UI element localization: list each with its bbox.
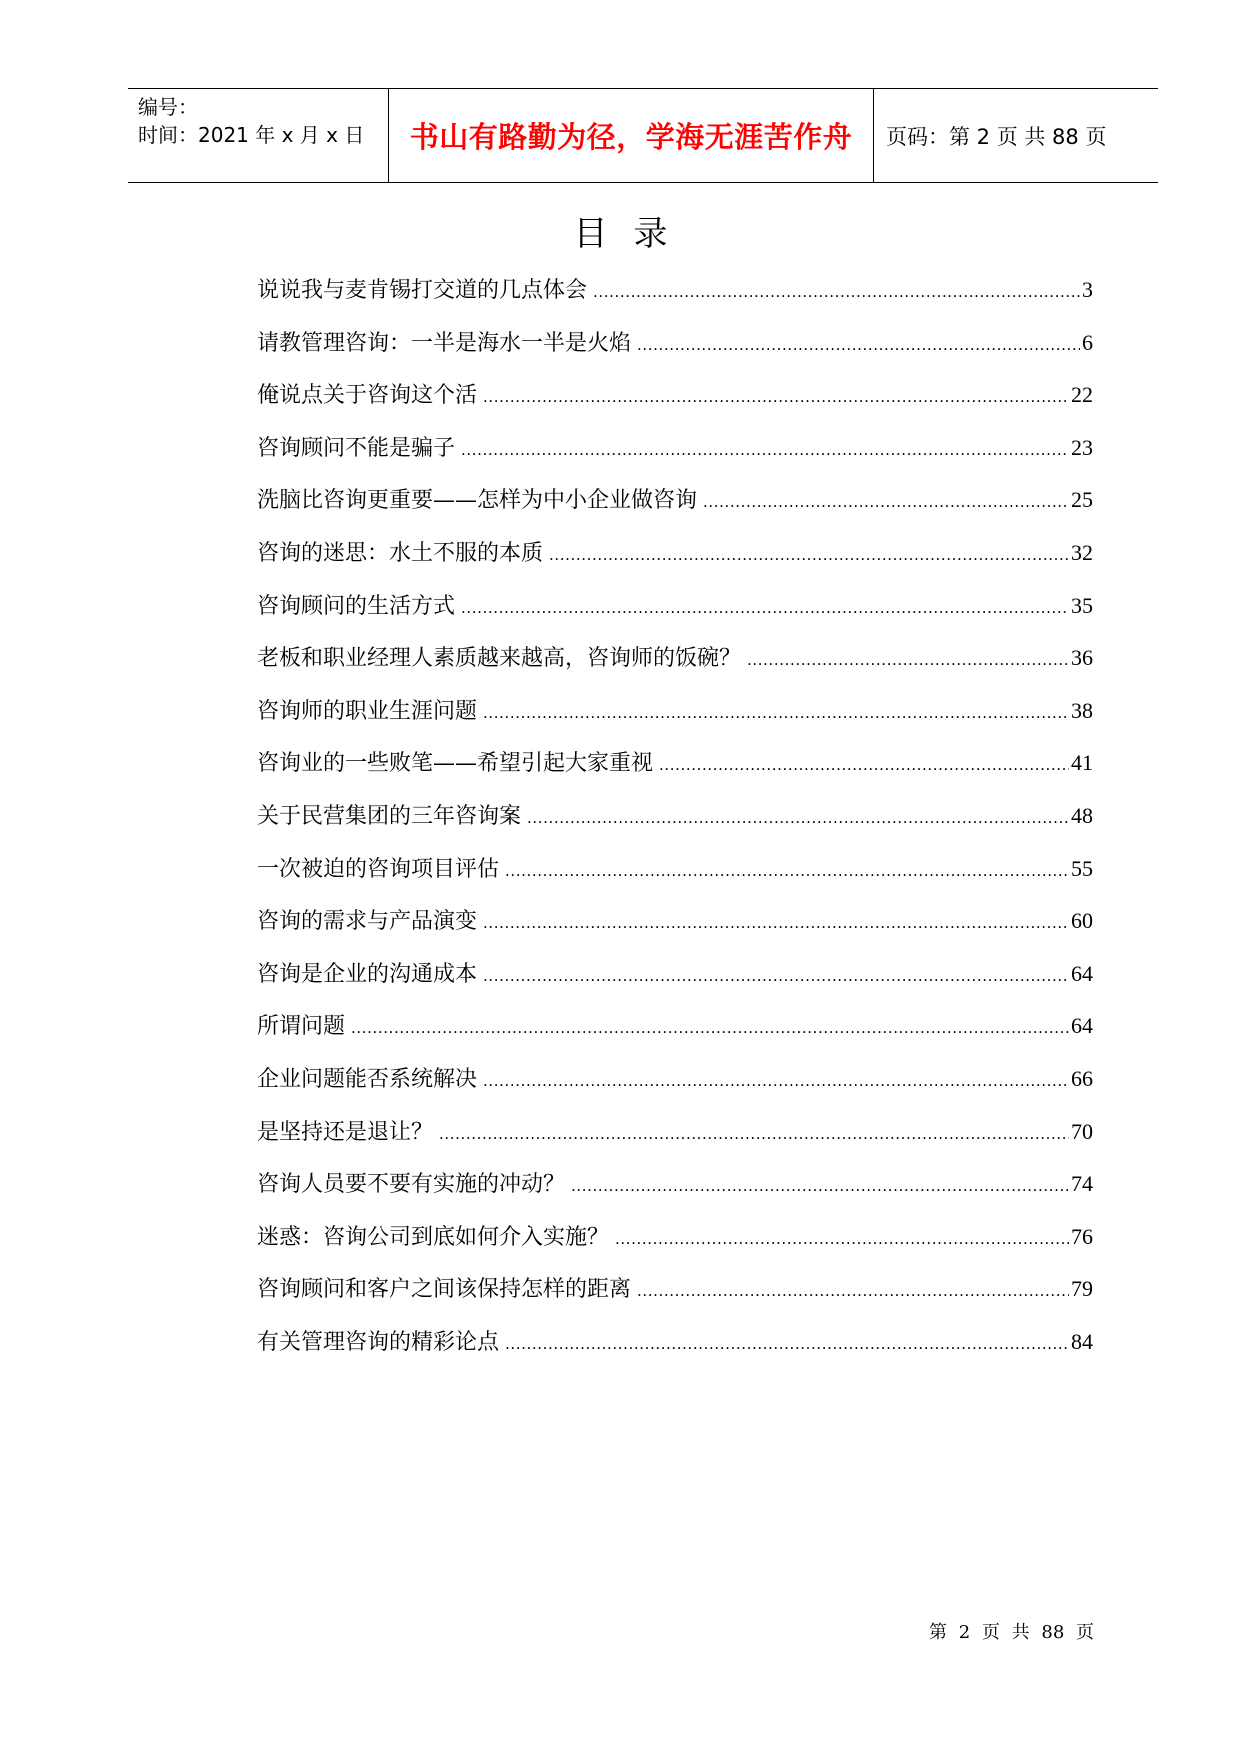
toc-dot-leader	[637, 328, 1080, 362]
toc-entry-page: 25	[1071, 487, 1093, 513]
toc-entry[interactable]	[257, 483, 1093, 536]
header-left-cell	[128, 89, 388, 182]
toc-entry[interactable]	[257, 589, 1093, 642]
toc-entry[interactable]	[257, 536, 1093, 589]
toc-entry[interactable]	[257, 1325, 1093, 1378]
toc-dot-leader	[637, 1274, 1069, 1308]
toc-entry-page: 55	[1071, 855, 1093, 881]
toc-dot-leader	[549, 538, 1069, 572]
document-number-label: 编号：	[138, 95, 198, 119]
toc-dot-leader	[483, 1064, 1069, 1098]
toc-dot-leader	[747, 643, 1069, 677]
toc-entry-title: 是坚持还是退让？	[257, 1119, 434, 1145]
toc-dot-leader	[439, 1117, 1069, 1151]
toc-entry[interactable]	[257, 1167, 1093, 1220]
toc-entry[interactable]	[257, 904, 1093, 957]
toc-entry[interactable]	[257, 746, 1093, 799]
toc-entry[interactable]	[257, 1115, 1093, 1168]
page-header	[128, 88, 1158, 183]
toc-entry-title: 一次被迫的咨询项目评估	[257, 856, 500, 882]
toc-entry-page: 32	[1071, 539, 1093, 565]
toc-title: 目录	[573, 214, 694, 254]
toc-entry-page: 76	[1071, 1223, 1093, 1249]
toc-entry-title: 咨询的需求与产品演变	[257, 909, 478, 935]
toc-entry-page: 35	[1071, 592, 1093, 618]
date-line: 时间：2021 年 x 月 x 日	[138, 123, 365, 147]
toc-entry-page: 70	[1071, 1118, 1093, 1144]
toc-entry-title: 咨询师的职业生涯问题	[257, 698, 478, 724]
toc-dot-leader	[483, 696, 1069, 730]
toc-entry[interactable]	[257, 431, 1093, 484]
toc-entry[interactable]	[257, 957, 1093, 1010]
table-of-contents	[257, 273, 1093, 1377]
toc-entry[interactable]	[257, 1272, 1093, 1325]
toc-entry-title: 洗脑比咨询更重要——怎样为中小企业做咨询	[257, 488, 698, 514]
toc-entry-title: 老板和职业经理人素质越来越高，咨询师的饭碗？	[257, 646, 742, 672]
header-motto: 书山有路勤为径，学海无涯苦作舟	[388, 89, 874, 182]
toc-entry-title: 迷惑：咨询公司到底如何介入实施？	[257, 1224, 610, 1250]
toc-entry-page: 84	[1071, 1328, 1093, 1354]
toc-entry[interactable]	[257, 1062, 1093, 1115]
toc-entry-title: 关于民营集团的三年咨询案	[257, 803, 522, 829]
toc-entry-page: 64	[1071, 1013, 1093, 1039]
toc-entry[interactable]	[257, 1220, 1093, 1273]
toc-dot-leader	[461, 591, 1069, 625]
toc-entry-title: 咨询的迷思：水土不服的本质	[257, 540, 544, 566]
toc-entry-page: 74	[1071, 1171, 1093, 1197]
toc-entry-title: 咨询是企业的沟通成本	[257, 961, 478, 987]
toc-entry-page: 41	[1071, 750, 1093, 776]
toc-dot-leader	[483, 959, 1069, 993]
toc-entry-title: 咨询顾问不能是骗子	[257, 435, 456, 461]
toc-entry-page: 60	[1071, 908, 1093, 934]
toc-entry-title: 请教管理咨询：一半是海水一半是火焰	[257, 330, 632, 356]
toc-entry[interactable]	[257, 273, 1093, 326]
toc-entry-page: 48	[1071, 802, 1093, 828]
toc-entry-title: 咨询人员要不要有实施的冲动？	[257, 1172, 566, 1198]
toc-dot-leader	[571, 1169, 1069, 1203]
toc-dot-leader	[615, 1222, 1069, 1256]
toc-entry[interactable]	[257, 326, 1093, 379]
toc-dot-leader	[461, 433, 1069, 467]
toc-entry[interactable]	[257, 852, 1093, 905]
toc-dot-leader	[527, 801, 1069, 835]
toc-entry-page: 64	[1071, 960, 1093, 986]
toc-dot-leader	[483, 906, 1069, 940]
toc-entry-title: 说说我与麦肯锡打交道的几点体会	[257, 278, 588, 303]
header-page-info: 页码：第 2 页 共 88 页	[886, 124, 1107, 149]
toc-dot-leader	[505, 854, 1069, 888]
toc-entry[interactable]	[257, 694, 1093, 747]
toc-entry-page: 38	[1071, 697, 1093, 723]
page-footer: 第 2 页 共 88 页	[929, 1622, 1094, 1643]
toc-dot-leader	[659, 748, 1069, 782]
toc-dot-leader	[351, 1011, 1069, 1045]
toc-entry[interactable]	[257, 378, 1093, 431]
toc-entry-page: 66	[1071, 1065, 1093, 1091]
toc-entry-title: 俺说点关于咨询这个活	[257, 383, 478, 409]
toc-dot-leader	[593, 275, 1080, 309]
toc-entry-page: 6	[1082, 329, 1093, 355]
toc-entry-page: 23	[1071, 434, 1093, 460]
toc-dot-leader	[703, 485, 1069, 519]
toc-entry-page: 36	[1071, 645, 1093, 671]
toc-entry-title: 企业问题能否系统解决	[257, 1066, 478, 1092]
toc-entry-page: 22	[1071, 382, 1093, 408]
toc-entry[interactable]	[257, 1009, 1093, 1062]
toc-entry[interactable]	[257, 641, 1093, 694]
toc-dot-leader	[483, 380, 1069, 414]
toc-entry-title: 有关管理咨询的精彩论点	[257, 1329, 500, 1355]
toc-entry-page: 3	[1082, 277, 1093, 302]
toc-entry-title: 咨询顾问的生活方式	[257, 593, 456, 619]
toc-entry-title: 咨询业的一些败笔——希望引起大家重视	[257, 751, 654, 777]
toc-entry[interactable]	[257, 799, 1093, 852]
toc-entry-page: 79	[1071, 1276, 1093, 1302]
toc-entry-title: 所谓问题	[257, 1014, 346, 1040]
toc-dot-leader	[505, 1327, 1069, 1361]
toc-entry-title: 咨询顾问和客户之间该保持怎样的距离	[257, 1277, 632, 1303]
